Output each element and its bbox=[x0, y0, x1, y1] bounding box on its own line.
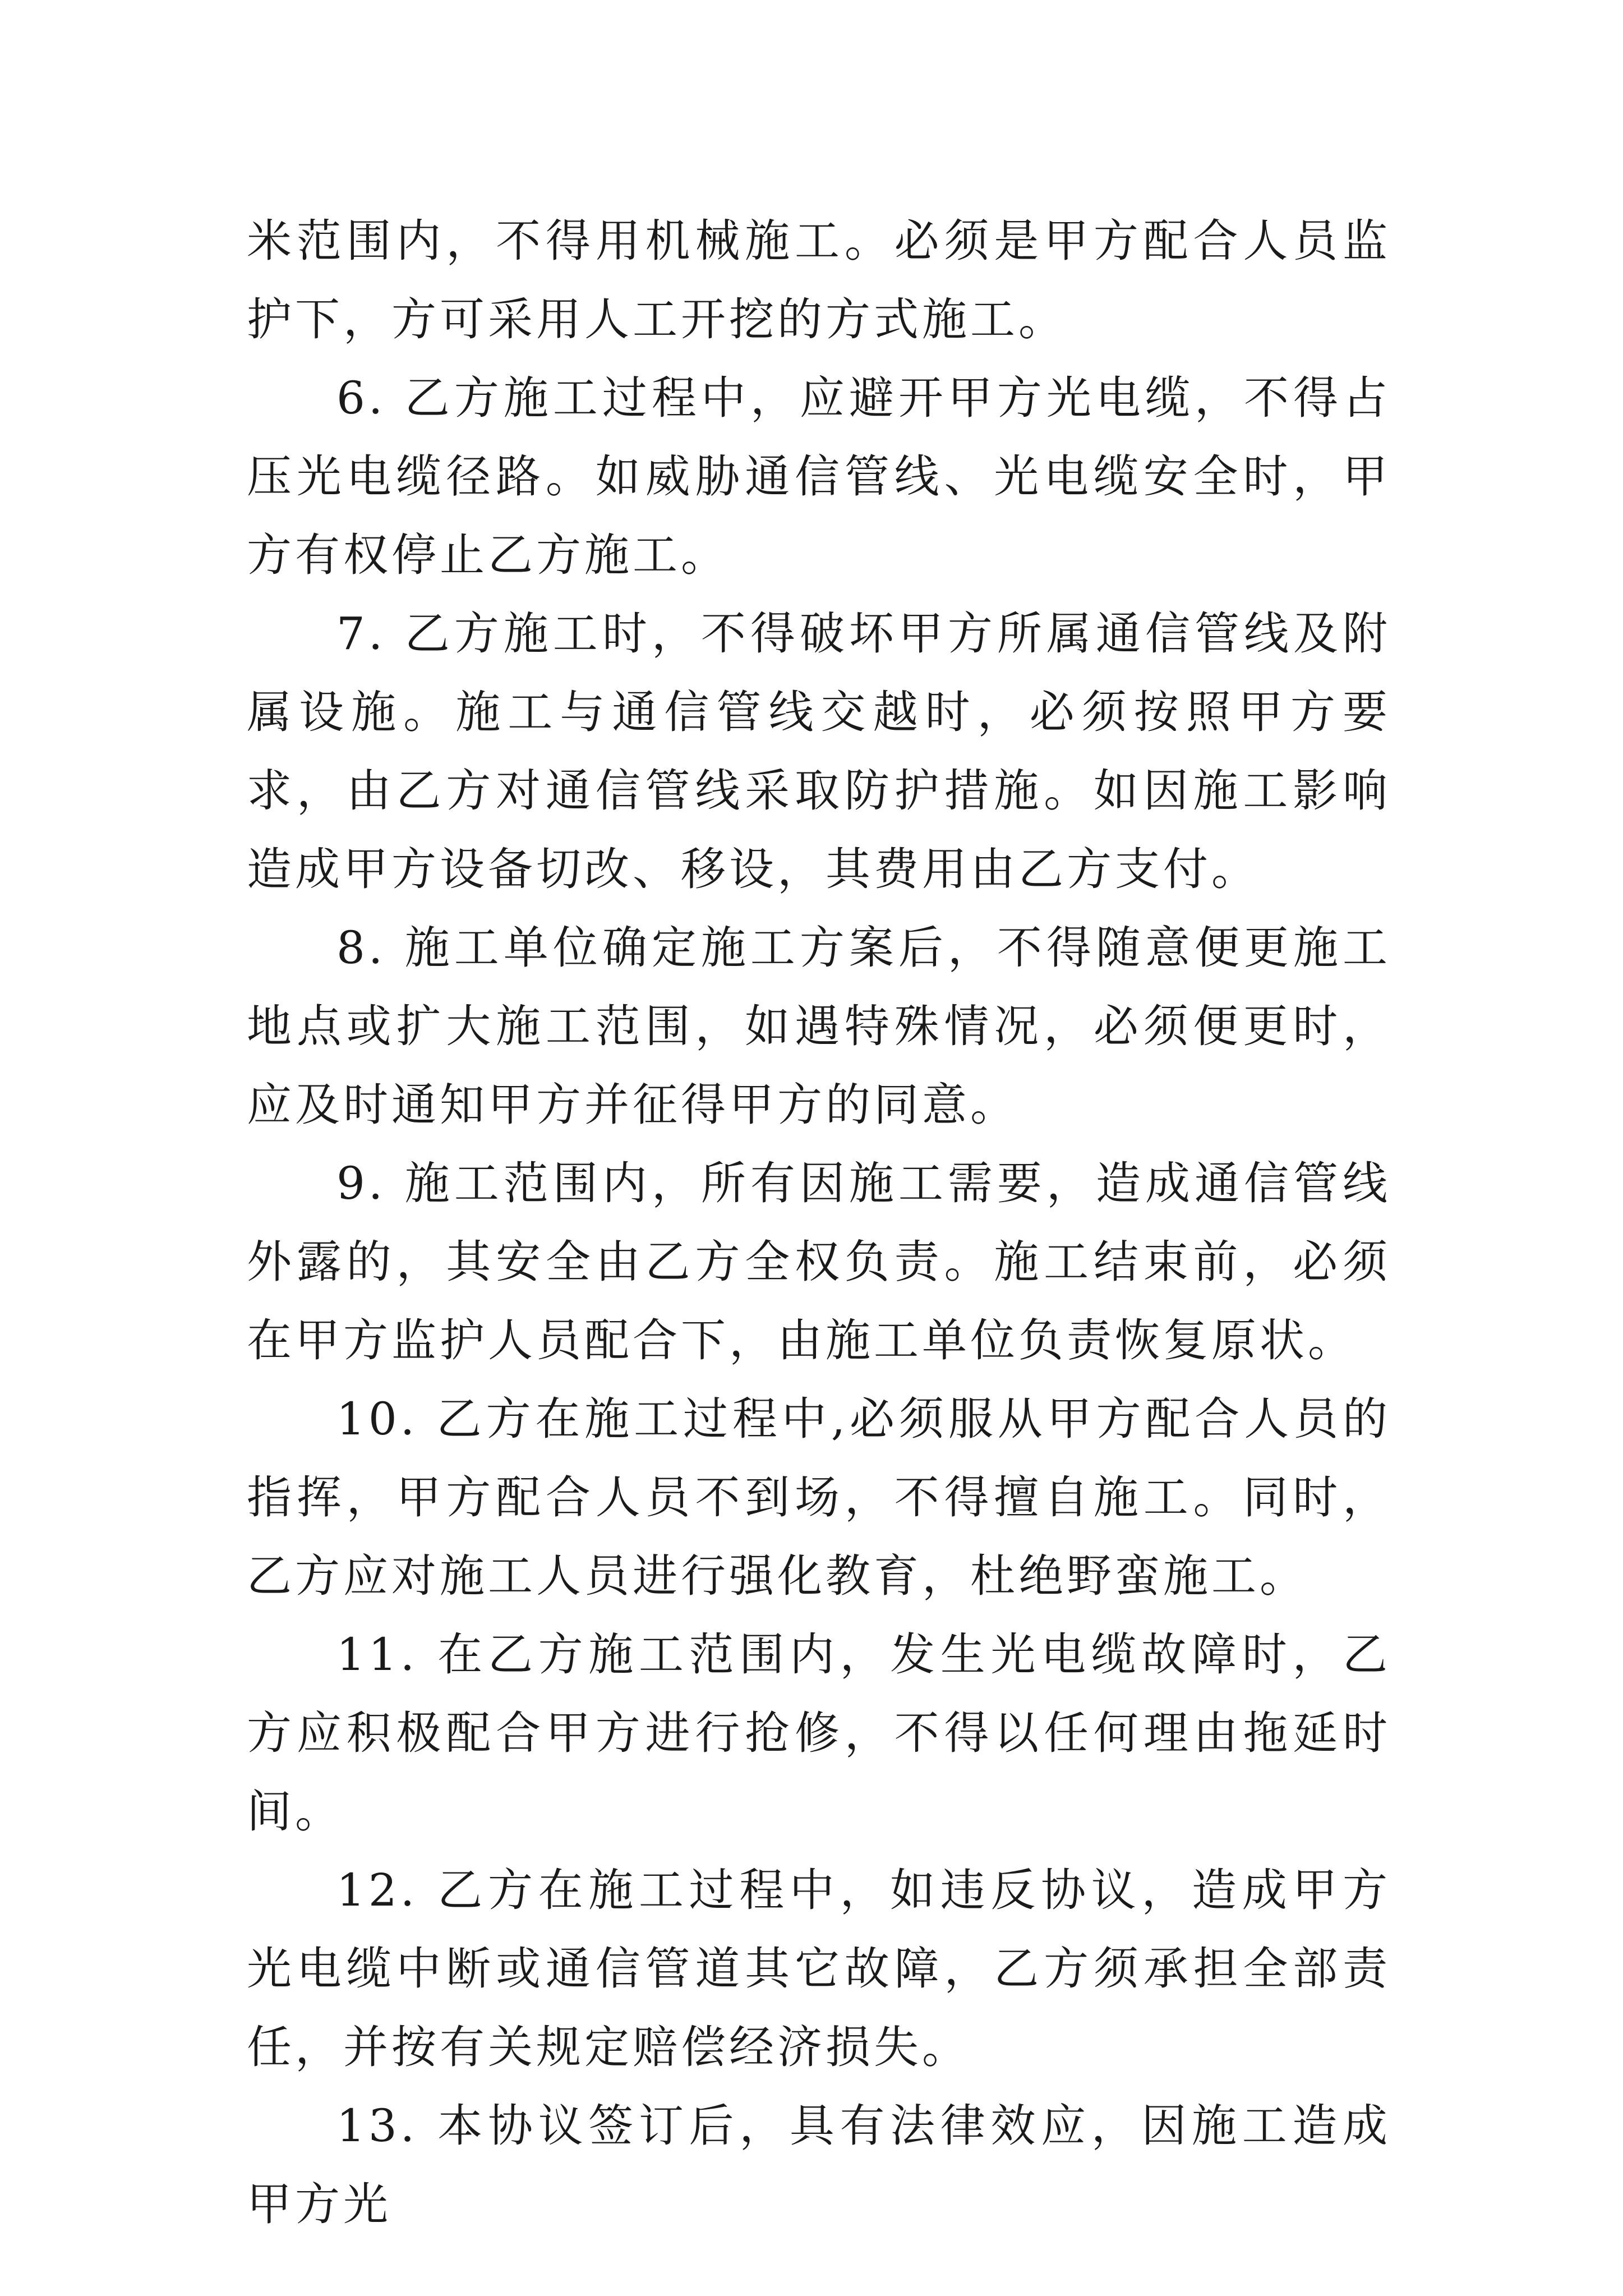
paragraph-item-10: 10. 乙方在施工过程中,必须服从甲方配合人员的指挥，甲方配合人员不到场，不得擅自施工。同时，乙方应对施工人员进行强化教育，杜绝野蛮施工。 bbox=[247, 1393, 1391, 1602]
paragraph-item-11: 11. 在乙方施工范围内，发生光电缆故障时，乙方应积极配合甲方进行抢修，不得以任何理由拖延时间。 bbox=[247, 1628, 1391, 1838]
paragraph-item-8: 8. 施工单位确定施工方案后，不得随意便更施工地点或扩大施工范围，如遇特殊情况，必须便更时，应及时通知甲方并征得甲方的同意。 bbox=[247, 922, 1391, 1131]
paragraph-item-7: 7. 乙方施工时，不得破坏甲方所属通信管线及附属设施。施工与通信管线交越时，必须按照甲方要求，由乙方对通信管线采取防护措施。如因施工影响造成甲方设备切改、移设，其费用由乙方支付。 bbox=[247, 608, 1391, 895]
paragraph-item-12: 12. 乙方在施工过程中，如违反协议，造成甲方光电缆中断或通信管道其它故障，乙方须承担全部责任，并按有关规定赔偿经济损失。 bbox=[247, 1864, 1391, 2073]
paragraph-item-13: 13. 本协议签订后，具有法律效应，因施工造成甲方光 bbox=[247, 2100, 1391, 2230]
document-body bbox=[247, 202, 1391, 2244]
paragraph-continuation: 米范围内，不得用机械施工。必须是甲方配合人员监护下，方可采用人工开挖的方式施工。 bbox=[247, 215, 1391, 346]
paragraph-item-9: 9. 施工范围内，所有因施工需要，造成通信管线外露的，其安全由乙方全权负责。施工结束前，必须在甲方监护人员配合下，由施工单位负责恢复原状。 bbox=[247, 1157, 1391, 1366]
paragraph-item-6: 6. 乙方施工过程中，应避开甲方光电缆，不得占压光电缆径路。如威胁通信管线、光电缆安全时，甲方有权停止乙方施工。 bbox=[247, 372, 1391, 581]
